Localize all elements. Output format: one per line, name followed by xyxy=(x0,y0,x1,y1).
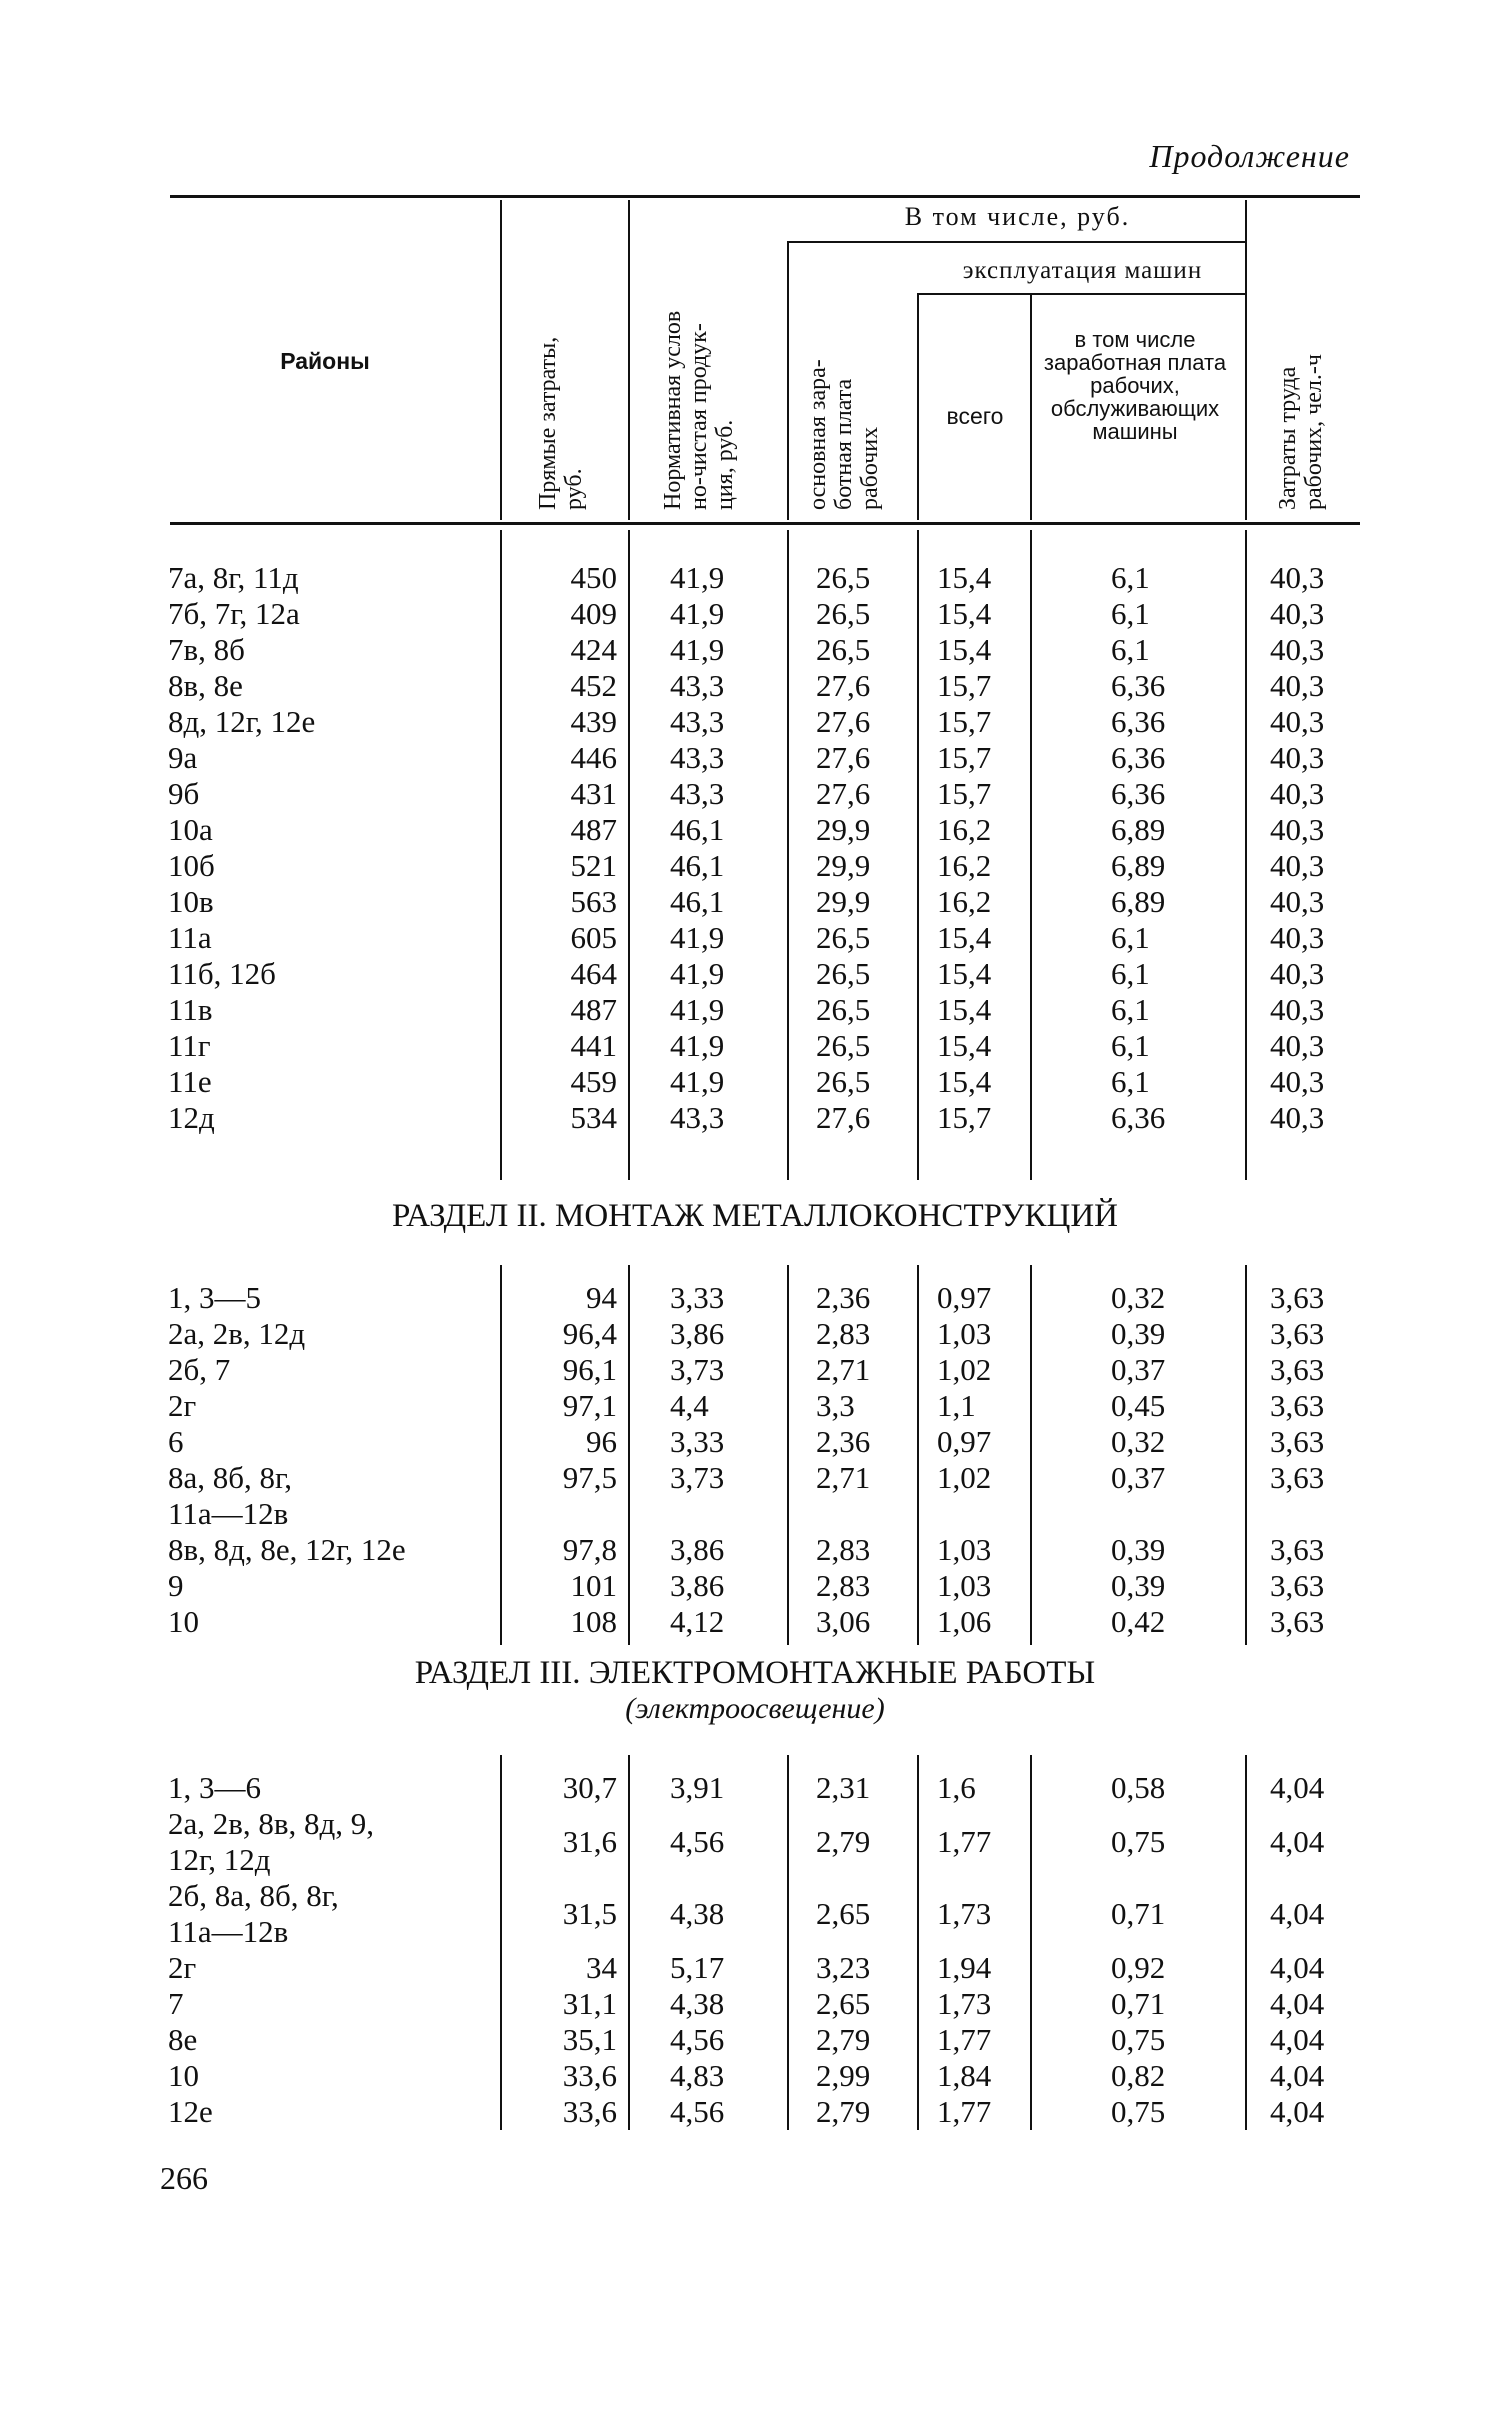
machine-total-cell: 15,4 xyxy=(937,1064,992,1099)
direct-costs-cell: 96,1 xyxy=(562,1352,617,1387)
labor-costs-cell: 4,04 xyxy=(1270,2094,1325,2129)
machine-wage-cell: 0,92 xyxy=(1111,1950,1166,1985)
normative-output-cell: 43,3 xyxy=(670,740,725,775)
machine-total-cell: 15,7 xyxy=(937,1100,992,1135)
direct-costs-cell: 441 xyxy=(570,1028,617,1063)
table-row xyxy=(0,560,1510,595)
district-cell: 10в xyxy=(168,884,214,919)
direct-costs-cell: 464 xyxy=(570,956,617,991)
district-cell: 8е xyxy=(168,2022,198,2057)
table-row xyxy=(0,956,1510,991)
machine-total-cell: 15,7 xyxy=(937,776,992,811)
normative-output-cell: 41,9 xyxy=(670,920,725,955)
base-wage-cell: 3,23 xyxy=(816,1950,871,1985)
base-wage-cell: 2,79 xyxy=(816,1824,871,1859)
table-row xyxy=(0,2022,1510,2057)
labor-costs-cell: 40,3 xyxy=(1270,848,1325,883)
district-cell: 7б, 7г, 12а xyxy=(168,596,300,631)
direct-costs-cell: 31,6 xyxy=(562,1824,617,1859)
district-cell: 8а, 8б, 8г, xyxy=(168,1460,292,1495)
machine-wage-cell: 6,36 xyxy=(1111,1100,1166,1135)
base-wage-cell: 2,36 xyxy=(816,1424,871,1459)
direct-costs-cell: 33,6 xyxy=(562,2094,617,2129)
district-cell: 12д xyxy=(168,1100,215,1135)
district-cell: 2г xyxy=(168,1388,197,1423)
base-wage-cell: 2,71 xyxy=(816,1352,871,1387)
machine-total-cell: 15,7 xyxy=(937,668,992,703)
section-3-title: РАЗДЕЛ III. ЭЛЕКТРОМОНТАЖНЫЕ РАБОТЫ xyxy=(414,1655,1096,1691)
machine-wage-cell: 0,39 xyxy=(1111,1568,1166,1603)
table-row xyxy=(0,1280,1510,1315)
direct-costs-cell: 97,5 xyxy=(562,1460,617,1495)
direct-costs-cell: 424 xyxy=(570,632,617,667)
base-wage-cell: 26,5 xyxy=(816,1064,871,1099)
direct-costs-cell: 534 xyxy=(570,1100,617,1135)
district-cell: 6 xyxy=(168,1424,184,1459)
machine-total-cell: 0,97 xyxy=(937,1280,992,1315)
direct-costs-cell: 431 xyxy=(570,776,617,811)
district-cell: 2а, 2в, 12д xyxy=(168,1316,306,1351)
table-row xyxy=(0,596,1510,631)
table-row xyxy=(0,632,1510,667)
machine-total-cell: 1,84 xyxy=(937,2058,992,2093)
header-machine-operation: эксплуатация машин xyxy=(962,257,1203,284)
machine-wage-cell: 0,37 xyxy=(1111,1352,1166,1387)
machine-total-cell: 16,2 xyxy=(937,812,992,847)
page-number: 266 xyxy=(160,2160,208,2196)
machine-wage-cell: 0,45 xyxy=(1111,1388,1166,1423)
district-cell: 10б xyxy=(168,848,215,883)
machine-wage-cell: 6,1 xyxy=(1111,956,1150,991)
table-row xyxy=(0,2058,1510,2093)
district-cell: 7а, 8г, 11д xyxy=(168,560,299,595)
labor-costs-cell: 3,63 xyxy=(1270,1532,1325,1567)
machine-total-cell: 15,7 xyxy=(937,740,992,775)
direct-costs-cell: 31,5 xyxy=(562,1896,617,1931)
base-wage-cell: 2,83 xyxy=(816,1568,871,1603)
table-row xyxy=(0,2094,1510,2129)
table-row xyxy=(0,992,1510,1027)
district-cell-continuation: 11а—12в xyxy=(168,1914,289,1949)
labor-costs-cell: 3,63 xyxy=(1270,1388,1325,1423)
direct-costs-cell: 96 xyxy=(586,1424,617,1459)
labor-costs-cell: 4,04 xyxy=(1270,2058,1325,2093)
machine-total-cell: 16,2 xyxy=(937,848,992,883)
labor-costs-cell: 40,3 xyxy=(1270,668,1325,703)
normative-output-cell: 46,1 xyxy=(670,848,725,883)
labor-costs-cell: 40,3 xyxy=(1270,884,1325,919)
header-labor-costs: Затраты труда рабочих, чел.-ч xyxy=(1275,354,1327,510)
normative-output-cell: 41,9 xyxy=(670,992,725,1027)
base-wage-cell: 27,6 xyxy=(816,776,871,811)
district-cell: 11а xyxy=(168,920,212,955)
labor-costs-cell: 40,3 xyxy=(1270,992,1325,1027)
table-top-rule xyxy=(170,195,1360,198)
normative-output-cell: 4,4 xyxy=(670,1388,709,1423)
machine-total-cell: 1,03 xyxy=(937,1532,992,1567)
machine-total-cell: 1,03 xyxy=(937,1316,992,1351)
direct-costs-cell: 459 xyxy=(570,1064,617,1099)
machine-total-cell: 16,2 xyxy=(937,884,992,919)
col-line-5 xyxy=(1030,295,1032,520)
machine-total-cell: 1,73 xyxy=(937,1986,992,2021)
normative-output-cell: 4,38 xyxy=(670,1896,725,1931)
base-wage-cell: 27,6 xyxy=(816,740,871,775)
labor-costs-cell: 40,3 xyxy=(1270,596,1325,631)
section-3-subtitle: (электроосвещение) xyxy=(625,1692,885,1725)
machine-wage-cell: 0,58 xyxy=(1111,1770,1166,1805)
table-row xyxy=(0,704,1510,739)
col-line-4 xyxy=(917,295,919,520)
normative-output-cell: 41,9 xyxy=(670,956,725,991)
labor-costs-cell: 3,63 xyxy=(1270,1568,1325,1603)
machine-total-cell: 1,77 xyxy=(937,2022,992,2057)
machine-wage-cell: 6,36 xyxy=(1111,740,1166,775)
machine-wage-cell: 0,71 xyxy=(1111,1986,1166,2021)
district-cell: 11б, 12б xyxy=(168,956,276,991)
normative-output-cell: 43,3 xyxy=(670,704,725,739)
machine-wage-cell: 6,1 xyxy=(1111,920,1150,955)
base-wage-cell: 3,06 xyxy=(816,1604,871,1639)
district-cell: 11е xyxy=(168,1064,212,1099)
machine-total-cell: 0,97 xyxy=(937,1424,992,1459)
base-wage-cell: 2,79 xyxy=(816,2094,871,2129)
continuation-label: Продолжение xyxy=(1149,138,1350,174)
machine-wage-cell: 6,1 xyxy=(1111,1028,1150,1063)
district-cell: 9б xyxy=(168,776,200,811)
machine-total-cell: 15,4 xyxy=(937,992,992,1027)
machine-wage-cell: 6,89 xyxy=(1111,812,1166,847)
district-cell: 9а xyxy=(168,740,198,775)
header-including-rub: В том числе, руб. xyxy=(904,202,1131,231)
header-bottom-rule xyxy=(170,522,1360,525)
district-cell-continuation: 11а—12в xyxy=(168,1496,289,1531)
direct-costs-cell: 96,4 xyxy=(562,1316,617,1351)
labor-costs-cell: 3,63 xyxy=(1270,1424,1325,1459)
normative-output-cell: 43,3 xyxy=(670,1100,725,1135)
machine-wage-cell: 0,32 xyxy=(1111,1280,1166,1315)
base-wage-cell: 2,99 xyxy=(816,2058,871,2093)
normative-output-cell: 4,56 xyxy=(670,1824,725,1859)
district-cell: 10 xyxy=(168,1604,199,1639)
labor-costs-cell: 4,04 xyxy=(1270,1824,1325,1859)
direct-costs-cell: 450 xyxy=(570,560,617,595)
labor-costs-cell: 40,3 xyxy=(1270,1064,1325,1099)
table-row xyxy=(0,1532,1510,1567)
machine-total-cell: 15,7 xyxy=(937,704,992,739)
normative-output-cell: 4,83 xyxy=(670,2058,725,2093)
normative-output-cell: 3,86 xyxy=(670,1316,725,1351)
machine-total-cell: 1,02 xyxy=(937,1460,992,1495)
normative-output-cell: 46,1 xyxy=(670,884,725,919)
table-row xyxy=(0,848,1510,883)
direct-costs-cell: 30,7 xyxy=(562,1770,617,1805)
base-wage-cell: 27,6 xyxy=(816,704,871,739)
machine-wage-cell: 6,1 xyxy=(1111,992,1150,1027)
labor-costs-cell: 40,3 xyxy=(1270,740,1325,775)
machine-total-cell: 1,03 xyxy=(937,1568,992,1603)
labor-costs-cell: 3,63 xyxy=(1270,1460,1325,1495)
base-wage-cell: 2,83 xyxy=(816,1316,871,1351)
table-row xyxy=(0,1424,1510,1459)
col-line-6 xyxy=(1245,200,1247,520)
section-2-title: РАЗДЕЛ II. МОНТАЖ МЕТАЛЛОКОНСТРУКЦИЙ xyxy=(391,1198,1119,1234)
machines-under-rule xyxy=(917,293,1245,295)
base-wage-cell: 29,9 xyxy=(816,848,871,883)
header-total: всего xyxy=(946,403,1004,429)
direct-costs-cell: 101 xyxy=(570,1568,617,1603)
base-wage-cell: 27,6 xyxy=(816,1100,871,1135)
machine-total-cell: 1,77 xyxy=(937,2094,992,2129)
machine-wage-cell: 6,36 xyxy=(1111,704,1166,739)
labor-costs-cell: 40,3 xyxy=(1270,560,1325,595)
district-cell: 9 xyxy=(168,1568,184,1603)
base-wage-cell: 26,5 xyxy=(816,632,871,667)
district-cell: 2г xyxy=(168,1950,197,1985)
labor-costs-cell: 40,3 xyxy=(1270,812,1325,847)
labor-costs-cell: 40,3 xyxy=(1270,704,1325,739)
labor-costs-cell: 40,3 xyxy=(1270,920,1325,955)
table-row xyxy=(0,812,1510,847)
header-base-wage: основная зара- ботная плата рабочих xyxy=(805,359,883,510)
base-wage-cell: 2,65 xyxy=(816,1986,871,2021)
direct-costs-cell: 108 xyxy=(570,1604,617,1639)
labor-costs-cell: 4,04 xyxy=(1270,1986,1325,2021)
table-row xyxy=(0,1028,1510,1063)
base-wage-cell: 2,36 xyxy=(816,1280,871,1315)
normative-output-cell: 41,9 xyxy=(670,1064,725,1099)
machine-wage-cell: 0,75 xyxy=(1111,2094,1166,2129)
district-cell: 2б, 7 xyxy=(168,1352,231,1387)
normative-output-cell: 41,9 xyxy=(670,560,725,595)
normative-output-cell: 3,73 xyxy=(670,1352,725,1387)
normative-output-cell: 46,1 xyxy=(670,812,725,847)
base-wage-cell: 26,5 xyxy=(816,956,871,991)
normative-output-cell: 3,91 xyxy=(670,1770,725,1805)
normative-output-cell: 43,3 xyxy=(670,776,725,811)
district-cell: 8в, 8е xyxy=(168,668,243,703)
district-cell: 10а xyxy=(168,812,213,847)
machine-wage-cell: 6,1 xyxy=(1111,596,1150,631)
base-wage-cell: 2,71 xyxy=(816,1460,871,1495)
col-line-2 xyxy=(628,200,630,520)
direct-costs-cell: 452 xyxy=(570,668,617,703)
machine-total-cell: 15,4 xyxy=(937,632,992,667)
machine-total-cell: 1,77 xyxy=(937,1824,992,1859)
machine-wage-cell: 0,42 xyxy=(1111,1604,1166,1639)
machine-total-cell: 15,4 xyxy=(937,956,992,991)
machine-wage-cell: 6,89 xyxy=(1111,848,1166,883)
table-row xyxy=(0,776,1510,811)
machine-wage-cell: 6,89 xyxy=(1111,884,1166,919)
header-direct-costs: Прямые затраты, руб. xyxy=(535,336,587,510)
normative-output-cell: 43,3 xyxy=(670,668,725,703)
base-wage-cell: 2,79 xyxy=(816,2022,871,2057)
machine-total-cell: 15,4 xyxy=(937,1028,992,1063)
table-row xyxy=(0,1460,1510,1531)
direct-costs-cell: 31,1 xyxy=(562,1986,617,2021)
district-cell: 2б, 8а, 8б, 8г, xyxy=(168,1878,339,1913)
machine-total-cell: 1,06 xyxy=(937,1604,992,1639)
direct-costs-cell: 97,1 xyxy=(562,1388,617,1423)
direct-costs-cell: 446 xyxy=(570,740,617,775)
machine-wage-cell: 0,37 xyxy=(1111,1460,1166,1495)
district-cell: 2а, 2в, 8в, 8д, 9, xyxy=(168,1806,375,1841)
table-row xyxy=(0,1806,1510,1877)
labor-costs-cell: 3,63 xyxy=(1270,1280,1325,1315)
base-wage-cell: 29,9 xyxy=(816,812,871,847)
table-row xyxy=(0,740,1510,775)
labor-costs-cell: 40,3 xyxy=(1270,776,1325,811)
table-row xyxy=(0,1604,1510,1639)
base-wage-cell: 2,83 xyxy=(816,1532,871,1567)
labor-costs-cell: 4,04 xyxy=(1270,1896,1325,1931)
table-row xyxy=(0,1100,1510,1135)
base-wage-cell: 29,9 xyxy=(816,884,871,919)
base-wage-cell: 2,65 xyxy=(816,1896,871,1931)
direct-costs-cell: 33,6 xyxy=(562,2058,617,2093)
normative-output-cell: 3,86 xyxy=(670,1568,725,1603)
normative-output-cell: 4,56 xyxy=(670,2094,725,2129)
table-row xyxy=(0,1352,1510,1387)
normative-output-cell: 41,9 xyxy=(670,632,725,667)
district-cell: 8в, 8д, 8е, 12г, 12е xyxy=(168,1532,406,1567)
machine-wage-cell: 6,36 xyxy=(1111,668,1166,703)
direct-costs-cell: 487 xyxy=(570,812,617,847)
machine-total-cell: 15,4 xyxy=(937,560,992,595)
machine-wage-cell: 0,71 xyxy=(1111,1896,1166,1931)
machine-total-cell: 1,6 xyxy=(937,1770,976,1805)
base-wage-cell: 26,5 xyxy=(816,992,871,1027)
district-cell-continuation: 12г, 12д xyxy=(168,1842,271,1877)
direct-costs-cell: 35,1 xyxy=(562,2022,617,2057)
direct-costs-cell: 94 xyxy=(586,1280,617,1315)
base-wage-cell: 26,5 xyxy=(816,596,871,631)
table-row xyxy=(0,884,1510,919)
header-districts: Районы xyxy=(280,348,370,374)
labor-costs-cell: 4,04 xyxy=(1270,2022,1325,2057)
direct-costs-cell: 439 xyxy=(570,704,617,739)
table-row xyxy=(0,1950,1510,1985)
machine-total-cell: 15,4 xyxy=(937,920,992,955)
direct-costs-cell: 521 xyxy=(570,848,617,883)
machine-total-cell: 1,73 xyxy=(937,1896,992,1931)
direct-costs-cell: 487 xyxy=(570,992,617,1027)
machine-wage-cell: 0,32 xyxy=(1111,1424,1166,1459)
labor-costs-cell: 4,04 xyxy=(1270,1950,1325,1985)
normative-output-cell: 4,12 xyxy=(670,1604,725,1639)
labor-costs-cell: 3,63 xyxy=(1270,1604,1325,1639)
labor-costs-cell: 3,63 xyxy=(1270,1352,1325,1387)
district-cell: 7 xyxy=(168,1986,184,2021)
normative-output-cell: 4,56 xyxy=(670,2022,725,2057)
district-cell: 1, 3—6 xyxy=(168,1770,261,1805)
machine-wage-cell: 0,39 xyxy=(1111,1316,1166,1351)
table-row xyxy=(0,920,1510,955)
labor-costs-cell: 3,63 xyxy=(1270,1316,1325,1351)
table-row xyxy=(0,668,1510,703)
table-row xyxy=(0,1316,1510,1351)
base-wage-cell: 27,6 xyxy=(816,668,871,703)
normative-output-cell: 4,38 xyxy=(670,1986,725,2021)
table-row xyxy=(0,1388,1510,1423)
normative-output-cell: 3,73 xyxy=(670,1460,725,1495)
direct-costs-cell: 34 xyxy=(586,1950,617,1985)
machine-total-cell: 15,4 xyxy=(937,596,992,631)
machine-wage-cell: 0,75 xyxy=(1111,2022,1166,2057)
machine-wage-cell: 0,75 xyxy=(1111,1824,1166,1859)
normative-output-cell: 41,9 xyxy=(670,1028,725,1063)
normative-output-cell: 3,33 xyxy=(670,1280,725,1315)
normative-output-cell: 3,86 xyxy=(670,1532,725,1567)
machine-wage-cell: 0,39 xyxy=(1111,1532,1166,1567)
direct-costs-cell: 97,8 xyxy=(562,1532,617,1567)
including-under-rule xyxy=(787,241,1245,243)
base-wage-cell: 26,5 xyxy=(816,1028,871,1063)
district-cell: 7в, 8б xyxy=(168,632,245,667)
machine-wage-cell: 6,1 xyxy=(1111,632,1150,667)
normative-output-cell: 41,9 xyxy=(670,596,725,631)
header-machine-wage: в том числе заработная плата рабочих, обслуживающих машины xyxy=(1043,327,1227,444)
district-cell: 11г xyxy=(168,1028,211,1063)
labor-costs-cell: 4,04 xyxy=(1270,1770,1325,1805)
table-row xyxy=(0,1568,1510,1603)
base-wage-cell: 3,3 xyxy=(816,1388,855,1423)
direct-costs-cell: 605 xyxy=(570,920,617,955)
district-cell: 10 xyxy=(168,2058,199,2093)
base-wage-cell: 26,5 xyxy=(816,920,871,955)
district-cell: 8д, 12г, 12е xyxy=(168,704,316,739)
table-row xyxy=(0,1878,1510,1949)
machine-wage-cell: 0,82 xyxy=(1111,2058,1166,2093)
header-normative-output: Нормативная услов но-чистая продук- ция, руб. xyxy=(660,310,738,510)
normative-output-cell: 5,17 xyxy=(670,1950,725,1985)
table-row xyxy=(0,1064,1510,1099)
district-cell: 11в xyxy=(168,992,213,1027)
district-cell: 1, 3—5 xyxy=(168,1280,261,1315)
machine-total-cell: 1,1 xyxy=(937,1388,976,1423)
base-wage-cell: 2,31 xyxy=(816,1770,871,1805)
direct-costs-cell: 563 xyxy=(570,884,617,919)
labor-costs-cell: 40,3 xyxy=(1270,956,1325,991)
table-row xyxy=(0,1770,1510,1805)
labor-costs-cell: 40,3 xyxy=(1270,1100,1325,1135)
machine-wage-cell: 6,1 xyxy=(1111,1064,1150,1099)
district-cell: 12е xyxy=(168,2094,213,2129)
col-line-1 xyxy=(500,200,502,520)
machine-wage-cell: 6,1 xyxy=(1111,560,1150,595)
col-line-3 xyxy=(787,243,789,520)
labor-costs-cell: 40,3 xyxy=(1270,632,1325,667)
normative-output-cell: 3,33 xyxy=(670,1424,725,1459)
machine-total-cell: 1,02 xyxy=(937,1352,992,1387)
table-row xyxy=(0,1986,1510,2021)
base-wage-cell: 26,5 xyxy=(816,560,871,595)
machine-wage-cell: 6,36 xyxy=(1111,776,1166,811)
labor-costs-cell: 40,3 xyxy=(1270,1028,1325,1063)
direct-costs-cell: 409 xyxy=(570,596,617,631)
machine-total-cell: 1,94 xyxy=(937,1950,992,1985)
